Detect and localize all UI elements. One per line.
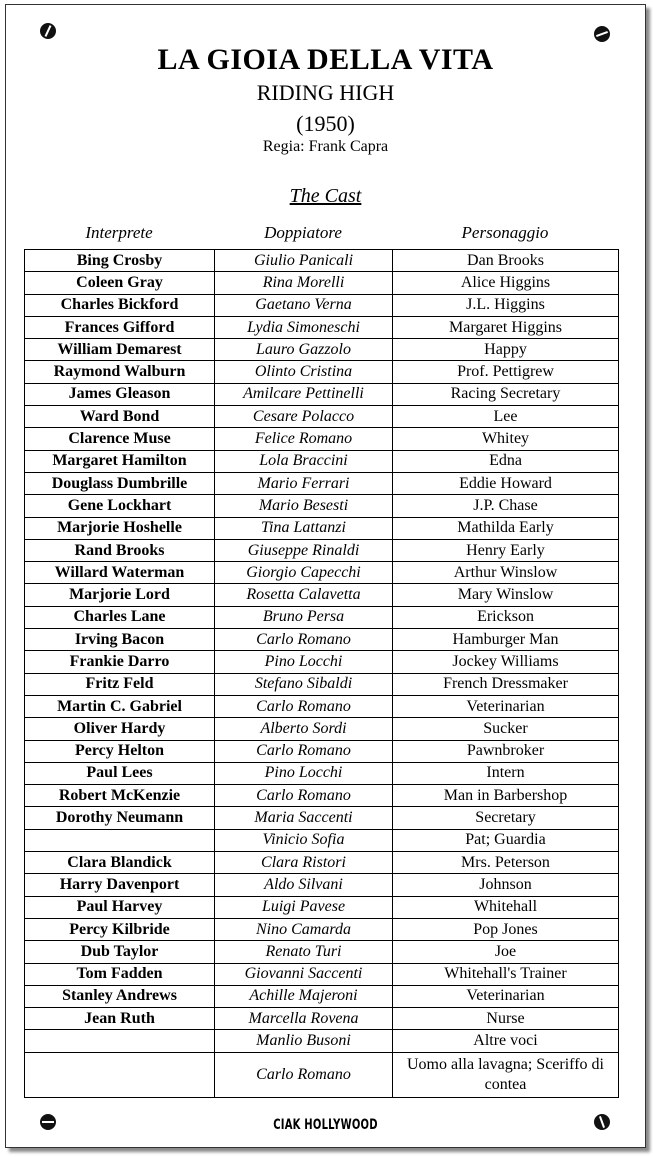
- table-row: [25, 584, 619, 606]
- dubber-cell: Renato Turi: [215, 941, 393, 963]
- actor-cell: Tom Fadden: [25, 963, 215, 985]
- table-row: [25, 762, 619, 784]
- actor-cell: Paul Harvey: [25, 896, 215, 918]
- actor-cell: Charles Lane: [25, 606, 215, 628]
- table-row: [25, 651, 619, 673]
- dubber-cell: Lydia Simoneschi: [215, 316, 393, 338]
- role-cell: Hamburger Man: [393, 629, 619, 651]
- actor-cell: Jean Ruth: [25, 1008, 215, 1030]
- role-cell: Mary Winslow: [393, 584, 619, 606]
- role-cell: Whitehall's Trainer: [393, 963, 619, 985]
- role-cell: Whitey: [393, 428, 619, 450]
- dubber-cell: Achille Majeroni: [215, 985, 393, 1007]
- table-row: [25, 294, 619, 316]
- director-credit: Regia: Frank Capra: [262, 138, 389, 155]
- table-row: [25, 383, 619, 405]
- table-row: [25, 807, 619, 829]
- dubber-cell: Vinicio Sofia: [215, 829, 393, 851]
- role-cell: Man in Barbershop: [393, 785, 619, 807]
- column-header-actor: Interprete: [85, 223, 153, 242]
- role-cell: Edna: [393, 450, 619, 472]
- dubber-cell: Rosetta Calavetta: [215, 584, 393, 606]
- table-row: [25, 406, 619, 428]
- role-cell: Eddie Howard: [393, 472, 619, 494]
- table-row: [25, 785, 619, 807]
- actor-cell: Harry Davenport: [25, 874, 215, 896]
- film-title: LA GIOIA DELLA VITA: [157, 43, 494, 76]
- dubber-cell: Giuseppe Rinaldi: [215, 539, 393, 561]
- role-cell: Nurse: [393, 1008, 619, 1030]
- role-cell: Lee: [393, 406, 619, 428]
- table-row: [25, 1008, 619, 1030]
- table-row: [25, 718, 619, 740]
- cast-table: [24, 249, 619, 1098]
- actor-cell: Clara Blandick: [25, 852, 215, 874]
- actor-cell: James Gleason: [25, 383, 215, 405]
- table-row: [25, 740, 619, 762]
- role-cell: Altre voci: [393, 1030, 619, 1052]
- dubber-cell: Giorgio Capecchi: [215, 562, 393, 584]
- role-cell: Jockey Williams: [393, 651, 619, 673]
- dubber-cell: Aldo Silvani: [215, 874, 393, 896]
- actor-cell: Rand Brooks: [25, 539, 215, 561]
- release-year: (1950): [296, 111, 355, 136]
- table-row: [25, 428, 619, 450]
- actor-cell: Coleen Gray: [25, 272, 215, 294]
- table-row: [25, 985, 619, 1007]
- ciak-hollywood-logo: CIAK HOLLYWOOD: [273, 1117, 378, 1134]
- table-row: [25, 450, 619, 472]
- role-cell: Veterinarian: [393, 985, 619, 1007]
- table-row: [25, 562, 619, 584]
- actor-cell: Willard Waterman: [25, 562, 215, 584]
- table-row: [25, 629, 619, 651]
- table-row: [25, 495, 619, 517]
- role-cell: Uomo alla lavagna; Sceriffo di contea: [393, 1052, 619, 1097]
- table-row: [25, 874, 619, 896]
- dubber-cell: Carlo Romano: [215, 1052, 393, 1097]
- column-header-dubber: Doppiatore: [264, 223, 342, 242]
- table-row: [25, 829, 619, 851]
- dubber-cell: Tina Lattanzi: [215, 517, 393, 539]
- actor-cell: Robert McKenzie: [25, 785, 215, 807]
- dubber-cell: Pino Locchi: [215, 651, 393, 673]
- role-cell: Prof. Pettigrew: [393, 361, 619, 383]
- actor-cell: [25, 1052, 215, 1097]
- dubber-cell: Rina Morelli: [215, 272, 393, 294]
- table-row: [25, 517, 619, 539]
- role-cell: Alice Higgins: [393, 272, 619, 294]
- role-cell: Secretary: [393, 807, 619, 829]
- actor-cell: Ward Bond: [25, 406, 215, 428]
- dubber-cell: Gaetano Verna: [215, 294, 393, 316]
- column-header-role: Personaggio: [461, 223, 549, 242]
- table-row: [25, 963, 619, 985]
- role-cell: Mrs. Peterson: [393, 852, 619, 874]
- dubber-cell: Marcella Rovena: [215, 1008, 393, 1030]
- dubber-cell: Alberto Sordi: [215, 718, 393, 740]
- table-row: [25, 852, 619, 874]
- dubber-cell: Giovanni Saccenti: [215, 963, 393, 985]
- table-row: [25, 1030, 619, 1052]
- dubber-cell: Bruno Persa: [215, 606, 393, 628]
- actor-cell: Frances Gifford: [25, 316, 215, 338]
- dubber-cell: Luigi Pavese: [215, 896, 393, 918]
- table-row: [25, 250, 619, 272]
- table-row: [25, 539, 619, 561]
- table-row: [25, 316, 619, 338]
- role-cell: Intern: [393, 762, 619, 784]
- role-cell: J.P. Chase: [393, 495, 619, 517]
- table-row: [25, 673, 619, 695]
- screw-icon: [40, 23, 56, 39]
- role-cell: Happy: [393, 339, 619, 361]
- actor-cell: Marjorie Lord: [25, 584, 215, 606]
- role-cell: J.L. Higgins: [393, 294, 619, 316]
- dubber-cell: Cesare Polacco: [215, 406, 393, 428]
- cast-table-body: [25, 250, 619, 1098]
- dubber-cell: Nino Camarda: [215, 918, 393, 940]
- table-row: [25, 941, 619, 963]
- table-row: [25, 918, 619, 940]
- role-cell: Pop Jones: [393, 918, 619, 940]
- role-cell: Pawnbroker: [393, 740, 619, 762]
- actor-cell: Gene Lockhart: [25, 495, 215, 517]
- role-cell: Margaret Higgins: [393, 316, 619, 338]
- actor-cell: [25, 1030, 215, 1052]
- table-row: [25, 896, 619, 918]
- table-row: [25, 606, 619, 628]
- screw-icon: [594, 26, 610, 42]
- role-cell: French Dressmaker: [393, 673, 619, 695]
- actor-cell: Dorothy Neumann: [25, 807, 215, 829]
- table-row: [25, 695, 619, 717]
- dubber-cell: Mario Besesti: [215, 495, 393, 517]
- cast-heading: The Cast: [289, 185, 362, 207]
- actor-cell: Margaret Hamilton: [25, 450, 215, 472]
- dubber-cell: Pino Locchi: [215, 762, 393, 784]
- role-cell: Veterinarian: [393, 695, 619, 717]
- role-cell: Dan Brooks: [393, 250, 619, 272]
- dubber-cell: Olinto Cristina: [215, 361, 393, 383]
- table-row: [25, 339, 619, 361]
- table-row: [25, 472, 619, 494]
- dubber-cell: Carlo Romano: [215, 629, 393, 651]
- role-cell: Mathilda Early: [393, 517, 619, 539]
- actor-cell: Stanley Andrews: [25, 985, 215, 1007]
- role-cell: Racing Secretary: [393, 383, 619, 405]
- dubber-cell: Giulio Panicali: [215, 250, 393, 272]
- actor-cell: Marjorie Hoshelle: [25, 517, 215, 539]
- actor-cell: Fritz Feld: [25, 673, 215, 695]
- role-cell: Whitehall: [393, 896, 619, 918]
- actor-cell: Frankie Darro: [25, 651, 215, 673]
- dubber-cell: Lauro Gazzolo: [215, 339, 393, 361]
- dubber-cell: Clara Ristori: [215, 852, 393, 874]
- actor-cell: Paul Lees: [25, 762, 215, 784]
- dubber-cell: Lola Braccini: [215, 450, 393, 472]
- dubber-cell: Carlo Romano: [215, 695, 393, 717]
- original-title: RIDING HIGH: [256, 80, 395, 105]
- dubber-cell: Carlo Romano: [215, 740, 393, 762]
- actor-cell: William Demarest: [25, 339, 215, 361]
- cast-card: [5, 4, 646, 1148]
- actor-cell: Raymond Walburn: [25, 361, 215, 383]
- role-cell: Johnson: [393, 874, 619, 896]
- actor-cell: [25, 829, 215, 851]
- role-cell: Henry Early: [393, 539, 619, 561]
- dubber-cell: Stefano Sibaldi: [215, 673, 393, 695]
- role-cell: Joe: [393, 941, 619, 963]
- dubber-cell: Maria Saccenti: [215, 807, 393, 829]
- role-cell: Sucker: [393, 718, 619, 740]
- actor-cell: Percy Kilbride: [25, 918, 215, 940]
- actor-cell: Douglass Dumbrille: [25, 472, 215, 494]
- dubber-cell: Amilcare Pettinelli: [215, 383, 393, 405]
- dubber-cell: Mario Ferrari: [215, 472, 393, 494]
- role-cell: Arthur Winslow: [393, 562, 619, 584]
- actor-cell: Dub Taylor: [25, 941, 215, 963]
- dubber-cell: Manlio Busoni: [215, 1030, 393, 1052]
- role-cell: Erickson: [393, 606, 619, 628]
- actor-cell: Charles Bickford: [25, 294, 215, 316]
- actor-cell: Oliver Hardy: [25, 718, 215, 740]
- actor-cell: Martin C. Gabriel: [25, 695, 215, 717]
- actor-cell: Irving Bacon: [25, 629, 215, 651]
- dubber-cell: Felice Romano: [215, 428, 393, 450]
- actor-cell: Percy Helton: [25, 740, 215, 762]
- dubber-cell: Carlo Romano: [215, 785, 393, 807]
- table-row: [25, 361, 619, 383]
- actor-cell: Clarence Muse: [25, 428, 215, 450]
- actor-cell: Bing Crosby: [25, 250, 215, 272]
- table-row: [25, 1052, 619, 1097]
- role-cell: Pat; Guardia: [393, 829, 619, 851]
- table-row: [25, 272, 619, 294]
